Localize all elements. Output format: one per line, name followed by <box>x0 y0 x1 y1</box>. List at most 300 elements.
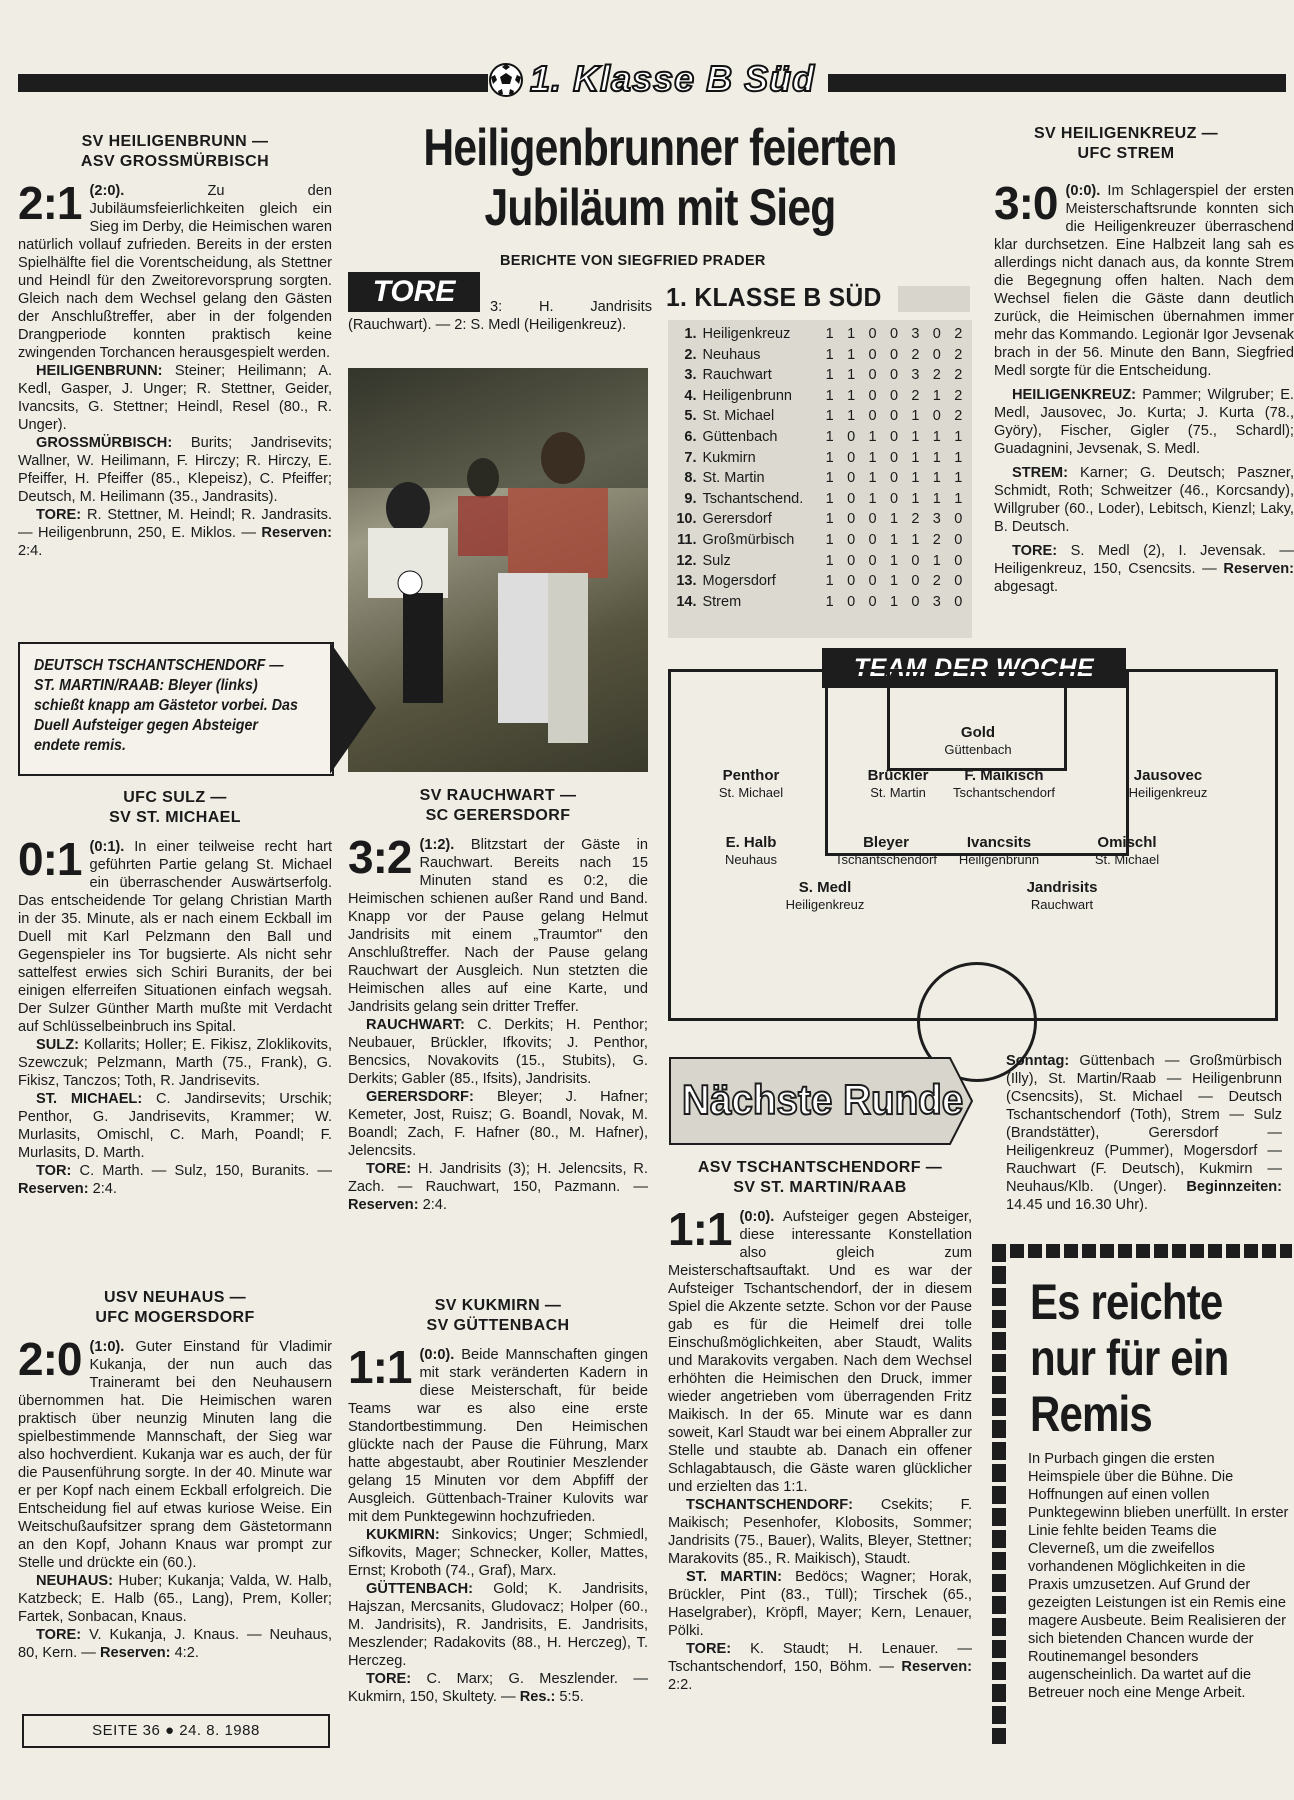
game-title-line-1: UFC SULZ — <box>123 789 227 806</box>
team-player <box>977 879 1147 913</box>
stat-value: 0 <box>889 346 899 363</box>
lineup-text: Sinkovics; Unger; Schmiedl, Sifkovits, Mager; Schnecker, Koller, Mattes, Ernst; Kroboth (74., Graf), Marx. <box>348 1527 648 1579</box>
game-title-line-2: SV ST. MARTIN/RAAB <box>733 1179 907 1196</box>
stat-value: 1 <box>911 449 920 466</box>
standings-row <box>672 427 972 448</box>
goals-text: K. Staudt; H. Lenauer. — Tschantschendorf, 150, Böhm. — <box>668 1641 972 1675</box>
lineup-text: Gold; K. Jandrisits, Hajszan, Mercsanits, Gludovacz; Holper (60., M. Jandrisits), R. Jandrisits, E. Jandrisits, Meszlender; Radakovits (88., H. Herczeg), T. Herczeg. <box>348 1581 648 1669</box>
game-report <box>348 831 648 1214</box>
goals-label: TORE: <box>366 1161 412 1177</box>
stat-value: 0 <box>889 490 899 507</box>
game-title-line-2: SC GERERSDORF <box>425 807 571 824</box>
rank: 3. <box>684 367 697 384</box>
stat-value: 0 <box>868 387 877 404</box>
reserve-text: 5:5. <box>555 1689 584 1705</box>
lineup-text: C. Derkits; H. Penthor; Neubauer, Brückler, Ifkovits; J. Penthor, Bencsics, Novakovits (15., Stubits), G. Derkits; Gabler (85., Ifsits), Jandrisits. <box>348 1017 648 1087</box>
kickoff-text: 14.45 und 16.30 Uhr). <box>1006 1197 1148 1213</box>
game-heiligenkreuz-wrap <box>994 124 1294 634</box>
game-report <box>18 177 332 560</box>
stat-value: 1 <box>825 387 834 404</box>
lineup-label: HEILIGENKREUZ: <box>1012 387 1137 403</box>
player-name: Omischl <box>1097 834 1157 851</box>
halftime: (2:0). <box>89 183 125 199</box>
reserve-text: 2:2. <box>668 1677 693 1693</box>
stat-value: 1 <box>825 428 834 445</box>
stat-value: 1 <box>847 367 856 384</box>
standings-row <box>672 509 972 530</box>
stat-value: 0 <box>847 428 856 445</box>
standings-title: 1. KLASSE B SÜD <box>666 282 882 312</box>
game-title <box>668 1158 972 1198</box>
stat-value: 1 <box>825 346 834 363</box>
player-club: Rauchwart <box>1030 897 1094 912</box>
stat-value: 1 <box>847 387 856 404</box>
goals-text: S. Medl (2), I. Jevensak. — Heiligenkreuz, 150, Csencsits. — <box>994 543 1294 577</box>
lineup-label: STREM: <box>1012 465 1068 481</box>
player-name: F. Maikisch <box>964 767 1044 784</box>
remis-text: In Purbach gingen die ersten Heimspiele über die Bühne. Die Hoffnungen auf einen vollen Punktegewinn blieben unerfüllt. In erster Linie fehlte beiden Teams die Cleverneß, um die zweifellos vorhandenen Möglichkeiten in die Praxis umzusetzen. Auf Grund der gezeigten Leistungen ist ein Remis eine magere Ausbeute. Beim Realisieren der sich bietenden Chancen wurde der Routinemangel besonders augenscheinlich. Da wartet auf die Betreuer noch eine Menge Arbeit. <box>1028 1451 1289 1701</box>
stat-value: 1 <box>889 511 899 528</box>
stat-value: 0 <box>911 593 920 610</box>
rank: 5. <box>684 408 697 425</box>
stat-value: 2 <box>911 387 920 404</box>
lineup-label: ST. MARTIN: <box>686 1569 782 1585</box>
team-name: Güttenbach <box>702 428 778 445</box>
game-report <box>348 1341 648 1706</box>
lineup-text: Steiner; Heilimann; A. Kedl, Gasper, J. Unger; R. Stettner, Geider, Ivancsits, G. Stettner; Heindl, Resel (80., R. Unger). <box>18 363 332 433</box>
halftime: (1:0). <box>89 1339 125 1355</box>
standings-row <box>672 592 972 613</box>
player-club: Heiligenbrunn <box>958 852 1040 867</box>
lineup-label: KUKMIRN: <box>366 1527 440 1543</box>
stat-value: 1 <box>932 387 941 404</box>
reserve-label: Reserven: <box>261 525 332 541</box>
byline: BERICHTE VON SIEGFRIED PRADER <box>500 253 766 269</box>
halftime: (1:2). <box>419 837 455 853</box>
standings-title-shade <box>898 286 970 312</box>
stat-value: 2 <box>932 573 941 590</box>
game-tschantschendorf <box>668 1158 972 1694</box>
team-name: Sulz <box>702 552 731 569</box>
stat-value: 1 <box>825 490 834 507</box>
stat-value: 0 <box>868 408 877 425</box>
lineup-text: Kollarits; Holler; E. Fikisz, Zloklikovits, Szewczuk; Pelzmann, Marth (75., Frank), G. Fikisz, Tanczos; Toth, R. Jandrisevits. <box>18 1037 332 1089</box>
rank: 8. <box>684 470 697 487</box>
reserve-text: 2:4. <box>18 543 43 559</box>
game-report <box>18 1333 332 1662</box>
stat-value: 0 <box>954 511 963 528</box>
game-title-line-1: SV RAUCHWART — <box>419 787 577 804</box>
stat-value: 0 <box>847 490 856 507</box>
stat-value: 1 <box>911 470 920 487</box>
player-club: Tschantschendorf <box>835 852 937 867</box>
halftime: (0:1). <box>89 839 125 855</box>
stat-value: 1 <box>889 531 899 548</box>
lineup-text: Burits; Jandrisevits; Wallner, W. Heilimann, F. Hirczy; R. Hirczy, E. Pfeiffer, H. Pfeiffer (85., Klepeisz), C. Pfeiffer; Deutsch, M. Heilimann (35., Jandrasits). <box>18 435 332 505</box>
goals-label: TORE: <box>1012 543 1058 559</box>
lineup-text: C. Jandirsevits; Urschik; Penthor, G. Jandrisevits, Krammer; W. Murlasits, Omischl, C. Marh, Poandl; F. Murlasits, D. Marth. <box>18 1091 332 1161</box>
rank: 13. <box>676 573 697 590</box>
game-title-line-2: SV GÜTTENBACH <box>426 1317 570 1334</box>
report-text: Blitzstart der Gäste in Rauchwart. Bereits nach 15 Minuten stand es 0:2, die Heimischen schienen außer Rand und Band. Knapp vor der Pause gelang Helmut Jandrisits mit einem „Traumtor" den Anschlußtreffer. Nach der Pause gelang Rauchwart der Ausgleich. Nun stetzten die Heimischen alles auf eine Karte, und Jandrisits gelang sein dritter Treffer. <box>348 837 648 1015</box>
stat-value: 1 <box>868 490 877 507</box>
remis-border-top <box>992 1244 1292 1258</box>
stat-value: 1 <box>911 531 920 548</box>
caption-text: DEUTSCH TSCHANTSCHENDORF — ST. MARTIN/RAAB: Bleyer (links) schießt knapp am Gästetor vorbei. Das Duell Aufsteiger gegen Absteiger endete remis. <box>34 657 298 754</box>
goals-text: R. Stettner, M. Heindl; R. Jandrasits. — Heiligenbrunn, 250, E. Miklos. — <box>18 507 332 541</box>
stat-value: 0 <box>868 367 877 384</box>
player-club: St. Michael <box>1094 852 1160 867</box>
stat-value: 0 <box>868 531 877 548</box>
report-text: In einer teilweise recht hart geführten Partie gelang St. Michael ein überraschender Auswärtserfolg. Das entscheidende Tor gelang Christian Marth in der 35. Minute, als er nach einem Eckball im Duell mit Karl Pelzmann den Ball und Gegenspieler ins Tor bugsierte. Als nicht sehr sattelfest erwies sich Schiri Buranits, der bei einigen elferreifen Situationen einfach wegsah. Der Sulzer Günther Marth mußte mit Verdacht auf Schlüsselbeinbruch ins Spital. <box>18 839 332 1035</box>
stat-value: 0 <box>954 593 963 610</box>
stat-value: 1 <box>889 593 899 610</box>
lineup-label: ST. MICHAEL: <box>36 1091 143 1107</box>
player-name: Penthor <box>722 767 780 784</box>
stat-value: 2 <box>954 408 963 425</box>
player-name: Ivancsits <box>966 834 1032 851</box>
stat-value: 1 <box>932 470 941 487</box>
stat-value: 1 <box>825 449 834 466</box>
player-name: Gold <box>960 724 996 741</box>
reserve-label: Reserven: <box>99 1645 171 1661</box>
team-name: Neuhaus <box>702 346 761 363</box>
stat-value: 0 <box>932 346 941 363</box>
goals-label: TORE: <box>686 1641 732 1657</box>
stat-value: 0 <box>847 573 856 590</box>
stat-value: 0 <box>889 428 899 445</box>
remis-border-left <box>992 1244 1006 1744</box>
rank: 6. <box>684 428 697 445</box>
reserve-text: 4:2. <box>170 1645 199 1661</box>
goals-label: TORE: <box>366 1671 412 1687</box>
stat-value: 0 <box>911 552 920 569</box>
reserve-label: Reserven: <box>348 1197 419 1213</box>
standings-row <box>672 386 972 407</box>
stat-value: 2 <box>911 511 920 528</box>
stat-value: 0 <box>932 326 941 342</box>
lineup-label: HEILIGENBRUNN: <box>36 363 163 379</box>
game-report <box>994 177 1294 596</box>
stat-value: 1 <box>911 428 920 445</box>
lineup-label: TSCHANTSCHENDORF: <box>686 1497 854 1513</box>
team-name: Mogersdorf <box>702 573 776 590</box>
stat-value: 0 <box>847 511 856 528</box>
soccer-ball-icon <box>488 62 524 98</box>
team-pitch <box>668 669 1278 1021</box>
game-title-line-2: UFC STREM <box>1077 145 1175 162</box>
reserve-label: Res.: <box>519 1689 556 1705</box>
section-bar-left <box>18 74 488 92</box>
score: 3:2 <box>348 831 412 883</box>
remis-box <box>992 1244 1289 1744</box>
stat-value: 1 <box>954 470 963 487</box>
game-sulz <box>18 788 332 1198</box>
stat-value: 1 <box>825 552 834 569</box>
stat-value: 0 <box>954 552 963 569</box>
player-club: Heiligenkreuz <box>1128 785 1208 800</box>
game-title <box>994 124 1258 164</box>
stat-value: 2 <box>932 531 941 548</box>
game-title-line-1: USV NEUHAUS — <box>103 1289 247 1306</box>
player-name: S. Medl <box>798 879 852 896</box>
next-round-label: Sonntag: <box>1006 1053 1070 1069</box>
lineup-text: Huber; Kukanja; Valda, W. Halb, Katzbeck; E. Halb (65., Lang), Prem, Koller; Fartek, Sonbacan, Knaus. <box>18 1573 332 1625</box>
game-rauchwart <box>348 786 648 1214</box>
stat-value: 0 <box>889 408 899 425</box>
game-title-line-2: SV ST. MICHAEL <box>109 809 241 826</box>
standings-box <box>668 320 972 638</box>
caption-arrow <box>330 642 376 774</box>
game-heiligenkreuz <box>994 124 1294 596</box>
team-name: Gerersdorf <box>702 511 772 528</box>
lineup-text: Bleyer; J. Hafner; Kemeter, Jost, Ruisz; G. Boandl, Novak, M. Boandl; Zach, F. Hafner (80., M. Hafner), Jelencsits. <box>348 1089 648 1159</box>
rank: 2. <box>684 346 697 363</box>
game-title <box>18 132 332 172</box>
stat-value: 2 <box>911 346 920 363</box>
rank: 10. <box>676 511 697 528</box>
rank: 9. <box>684 490 697 507</box>
team-name: Strem <box>702 593 742 610</box>
stat-value: 1 <box>825 408 834 425</box>
next-round-fixtures: Güttenbach — Großmürbisch (Illy), St. Martin/Raab — Heiligenbrunn (Csencsits), St. Michael — Deutsch Tschantschendorf (Toth), Strem — Sulz (Brandstätter), Gerersdorf — Heiligenkreuz (Pummer), Mogersdorf — Rauchwart (F. Deutsch), Kukmirn — Neuhaus/Klb. (Unger). <box>1006 1053 1282 1195</box>
report-text: Beide Mannschaften gingen mit stark veränderten Kadern in diese Meisterschaft, für beide Teams war es also eine erste Standortbestimmung. Den Heimischen glückte nach der Pause die Führung, Marx hatte abgestaubt, aber Routinier Meszlender gelang 15 Minuten vor dem Abpfiff der Ausgleich. Güttenbach-Trainer Kulovits war mit dem Punktegewinn hochzufrieden. <box>348 1347 648 1525</box>
stat-value: 2 <box>954 387 963 404</box>
goals-label: TOR: <box>36 1163 72 1179</box>
reserve-text: abgesagt. <box>994 579 1059 595</box>
standings-row <box>672 345 972 366</box>
game-title-line-2: UFC MOGERSDORF <box>95 1309 255 1326</box>
stat-value: 1 <box>825 511 834 528</box>
team-player <box>1047 834 1207 868</box>
player-name: Bleyer <box>863 834 909 851</box>
goals-label: TORE: <box>36 1627 82 1643</box>
tore-text: 3: H. Jandrisits (Rauchwart). — 2: S. Medl (Heiligenkreuz). <box>348 299 652 333</box>
lineup-text: Csekits; F. Maikisch; Pesenhofer, Klobosits, Sommer; Jandrisits (75., Bauer), Walits, Bleyer, Stettner; Marakovits (85., R. Maikisch), Staudt. <box>668 1497 972 1567</box>
game-title <box>18 788 332 828</box>
game-title-line-1: SV HEILIGENBRUNN — <box>81 133 269 150</box>
section-bar-right <box>828 74 1286 92</box>
stat-value: 1 <box>847 346 856 363</box>
team-player <box>1083 767 1253 801</box>
team-name: Heiligenbrunn <box>702 387 792 404</box>
standings-table <box>672 324 972 612</box>
game-title-line-1: ASV TSCHANTSCHENDORF — <box>697 1159 943 1176</box>
player-club: Heiligenkreuz <box>785 897 865 912</box>
rank: 12. <box>676 552 697 569</box>
stat-value: 0 <box>889 367 899 384</box>
game-title-line-1: SV HEILIGENKREUZ — <box>1033 125 1219 142</box>
rank: 7. <box>684 449 697 466</box>
stat-value: 1 <box>868 449 877 466</box>
stat-value: 1 <box>932 449 941 466</box>
goals-text: V. Kukanja, J. Knaus. — Neuhaus, 80, Kern. — <box>18 1627 332 1661</box>
stat-value: 1 <box>954 449 963 466</box>
player-club: Güttenbach <box>944 742 1012 757</box>
team-name: St. Martin <box>702 470 765 487</box>
stat-value: 3 <box>911 367 920 384</box>
goals-text: C. Marth. — Sulz, 150, Buranits. — <box>71 1163 332 1179</box>
rank: 4. <box>684 387 697 404</box>
team-name: Tschantschend. <box>702 490 804 507</box>
game-title <box>18 1288 332 1328</box>
stat-value: 0 <box>868 573 877 590</box>
stat-value: 3 <box>932 511 941 528</box>
stat-value: 1 <box>868 428 877 445</box>
match-photo <box>348 368 648 772</box>
team-name: Großmürbisch <box>702 531 795 548</box>
score: 1:1 <box>348 1341 412 1393</box>
game-kukmirn <box>348 1296 648 1706</box>
standings-row <box>672 468 972 489</box>
lineup-label: SULZ: <box>36 1037 79 1053</box>
report-text: Aufsteiger gegen Absteiger, diese interessante Konstellation also gleich zum Meisterschaftsauftakt. Und es war der Aufsteiger Tschantschendorf, der in diesem Spiel die Akzente setzte. Schon vor der Pause gab es für die Heimelf drei tolle Einschußmöglichkeiten, aber Staudt, Walits und Marakovits vergaben. Nach dem Wechsel erhöhten die Heimischen den Druck, immer wieder angetrieben vom überragenden Fritz Maikisch. In der 65. Minute war es dann soweit, Karl Staudt war bei einem Abpraller zur Stelle und staubte ab. Danach ein offener Schlagabtausch, die Gäste waren glücklicher und erzielten das 1:1. <box>668 1209 972 1495</box>
standings-row <box>672 324 972 345</box>
game-title <box>348 1296 648 1336</box>
stat-value: 3 <box>932 593 941 610</box>
stat-value: 1 <box>825 367 834 384</box>
score: 2:0 <box>18 1333 82 1385</box>
lineup-text: Bedöcs; Wagner; Horak, Brückler, Pint (83., Tüll); Tirschek (65., Haselgraber), Kröpfl, Mayer; Kern, Lenauer, Pölki. <box>668 1569 972 1639</box>
rank: 11. <box>677 531 697 548</box>
standings-row <box>672 571 972 592</box>
game-title-line-1: SV KUKMIRN — <box>434 1297 562 1314</box>
headline-line-2: Jubiläum mit Sieg <box>484 179 836 237</box>
player-club: Tschantschendorf <box>953 785 1055 800</box>
player-club: Neuhaus <box>724 852 778 867</box>
stat-value: 2 <box>954 346 963 363</box>
next-round-text <box>1006 1052 1282 1214</box>
player-name: Jandrisits <box>1026 879 1098 896</box>
stat-value: 0 <box>954 531 963 548</box>
stat-value: 0 <box>847 470 856 487</box>
team-title: TEAM DER WOCHE <box>822 648 1126 688</box>
stat-value: 2 <box>954 326 963 342</box>
stat-value: 0 <box>932 408 941 425</box>
reserve-label: Reserven: <box>18 1181 89 1197</box>
standings-row <box>672 406 972 427</box>
game-report <box>668 1203 972 1694</box>
stat-value: 0 <box>847 449 856 466</box>
stat-value: 1 <box>932 490 941 507</box>
rank: 1. <box>684 326 697 342</box>
lineup-label: GERERSDORF: <box>366 1089 474 1105</box>
standings-row <box>672 365 972 386</box>
lineup-text: Pammer; Wilgruber; E. Medl, Jausovec, Jo. Kurta; J. Kurta (78., Györy), Fischer, Gigler (75., Schardl); Guadagnini, Jevsenak, S. Medl. <box>994 387 1294 457</box>
team-name: Rauchwart <box>702 367 772 384</box>
score: 1:1 <box>668 1203 732 1255</box>
stat-value: 1 <box>889 573 899 590</box>
stat-value: 2 <box>932 367 941 384</box>
tore-label: TORE <box>348 272 480 312</box>
report-text: Guter Einstand für Vladimir Kukanja, der nun auch das Traineramt bei den Neuhausern übernommen hat. Die Heimischen waren praktisch über neunzig Minuten lang die spielbestimmende Mannschaft, der Sieg war also hochverdient. Kukanja war es auch, der für die Pausenführung sorgte. In der 40. Minute war er per Kopf nach einem Eckball erfolgreich. Die Entscheidung fiel auf etwas kuriose Weise. Ein Weitschußaufsitzer sprang dem Gästetormann an den Kopf, Johann Knaus war prompt zur Stelle und drückte ein (60.). <box>18 1339 332 1571</box>
stat-value: 0 <box>889 326 899 342</box>
lineup-label: GROSSMÜRBISCH: <box>36 435 173 451</box>
halftime: (0:0). <box>419 1347 455 1363</box>
reserve-label: Reserven: <box>901 1659 972 1675</box>
stat-value: 0 <box>847 531 856 548</box>
stat-value: 1 <box>868 470 877 487</box>
reserve-text: 2:4. <box>88 1181 117 1197</box>
stat-value: 1 <box>889 552 899 569</box>
report-text: Im Schlagerspiel der ersten Meisterschaftsrunde konnten sich die Heiligenkreuzer überraschend klar durchsetzen. Eine Halbzeit lang sah es allerdings nicht danach aus, da konnte Strem die Begegnung offen halten. Nach dem Wechsel fielen die Gäste dann deutlich zurück, die Heimischen übernahmen immer mehr das Kommando. Legionär Igor Jevsenak brach in der 56. Minute den Bann, Siegfried Medl sorgte für die Entscheidung. <box>994 183 1294 379</box>
game-heiligenbrunn <box>18 132 332 560</box>
player-name: Jausovec <box>1133 767 1203 784</box>
team-name: Kukmirn <box>702 449 756 466</box>
player-name: E. Halb <box>725 834 777 851</box>
page-footer: SEITE 36 ● 24. 8. 1988 <box>22 1714 330 1748</box>
team-player <box>745 879 905 913</box>
kickoff-label: Beginnzeiten: <box>1186 1179 1282 1195</box>
stat-value: 1 <box>932 552 941 569</box>
stat-value: 1 <box>932 428 941 445</box>
game-report <box>18 833 332 1198</box>
reserve-text: 2:4. <box>418 1197 447 1213</box>
goals-label: TORE: <box>36 507 82 523</box>
standings-row <box>672 551 972 572</box>
stat-value: 1 <box>825 593 834 610</box>
goals-text: H. Jandrisits (3); H. Jelencsits, R. Zach. — Rauchwart, 150, Pazmann. — <box>348 1161 648 1195</box>
score: 3:0 <box>994 177 1058 229</box>
rank: 14. <box>676 593 697 610</box>
stat-value: 0 <box>889 470 899 487</box>
report-text: Zu den Jubiläumsfeierlichkeiten gleich ein Sieg im Derby, die Heimischen waren natürlich vollauf zufrieden. Bereits in der ersten Spielhälfte fiel die Vorentscheidung, als Stettner und Heindl für den Zweitorevorsprung sorgten. Gleich nach dem Wechsel gelang den Gästen der Anschlußtreffer, aber in der folgenden Drangperiode konnten praktisch keine zwingenden Torchancen herausgespielt werden. <box>18 183 332 361</box>
stat-value: 0 <box>868 593 877 610</box>
player-club: St. Michael <box>718 785 784 800</box>
stat-value: 1 <box>954 490 963 507</box>
stat-value: 1 <box>911 408 920 425</box>
stat-value: 0 <box>868 552 877 569</box>
next-round-title: Nächste Runde <box>682 1076 964 1123</box>
team-player <box>919 767 1089 801</box>
game-title-line-2: ASV GROSSMÜRBISCH <box>80 153 270 170</box>
standings-row <box>672 530 972 551</box>
stat-value: 0 <box>868 326 877 342</box>
stat-value: 1 <box>954 428 963 445</box>
stat-value: 0 <box>954 573 963 590</box>
stat-value: 0 <box>889 387 899 404</box>
score: 2:1 <box>18 177 82 229</box>
section-title: 1. Klasse B Süd <box>530 58 816 99</box>
stat-value: 1 <box>911 490 920 507</box>
stat-value: 0 <box>889 449 899 466</box>
stat-value: 1 <box>847 326 856 342</box>
halftime: (0:0). <box>739 1209 775 1225</box>
team-name: St. Michael <box>702 408 775 425</box>
lineup-label: GÜTTENBACH: <box>366 1581 474 1597</box>
lineup-text: Karner; G. Deutsch; Paszner, Schmidt, Roth; Schweitzer (46., Korcsandy), Willgruber (60., Loder), Lebitsch, Kienzl; Laky, B. Deutsch. <box>994 465 1294 535</box>
goals-text: C. Marx; G. Meszlender. — Kukmirn, 150, Skultety. — <box>348 1671 648 1705</box>
halftime: (0:0). <box>1065 183 1101 199</box>
stat-value: 1 <box>825 470 834 487</box>
stat-value: 3 <box>911 326 920 342</box>
stat-value: 0 <box>847 593 856 610</box>
team-player <box>671 767 831 801</box>
score: 0:1 <box>18 833 82 885</box>
player-club: St. Martin <box>870 785 926 800</box>
stat-value: 0 <box>847 552 856 569</box>
stat-value: 0 <box>868 511 877 528</box>
stat-value: 2 <box>954 367 963 384</box>
reserve-label: Reserven: <box>1223 561 1294 577</box>
game-neuhaus <box>18 1288 332 1662</box>
stat-value: 0 <box>911 573 920 590</box>
headline-line-1: Heiligenbrunner feierten <box>423 119 897 177</box>
team-name: Heiligenkreuz <box>702 326 791 342</box>
standings-row <box>672 489 972 510</box>
standings-row <box>672 448 972 469</box>
player-name: Brückler <box>867 767 929 784</box>
